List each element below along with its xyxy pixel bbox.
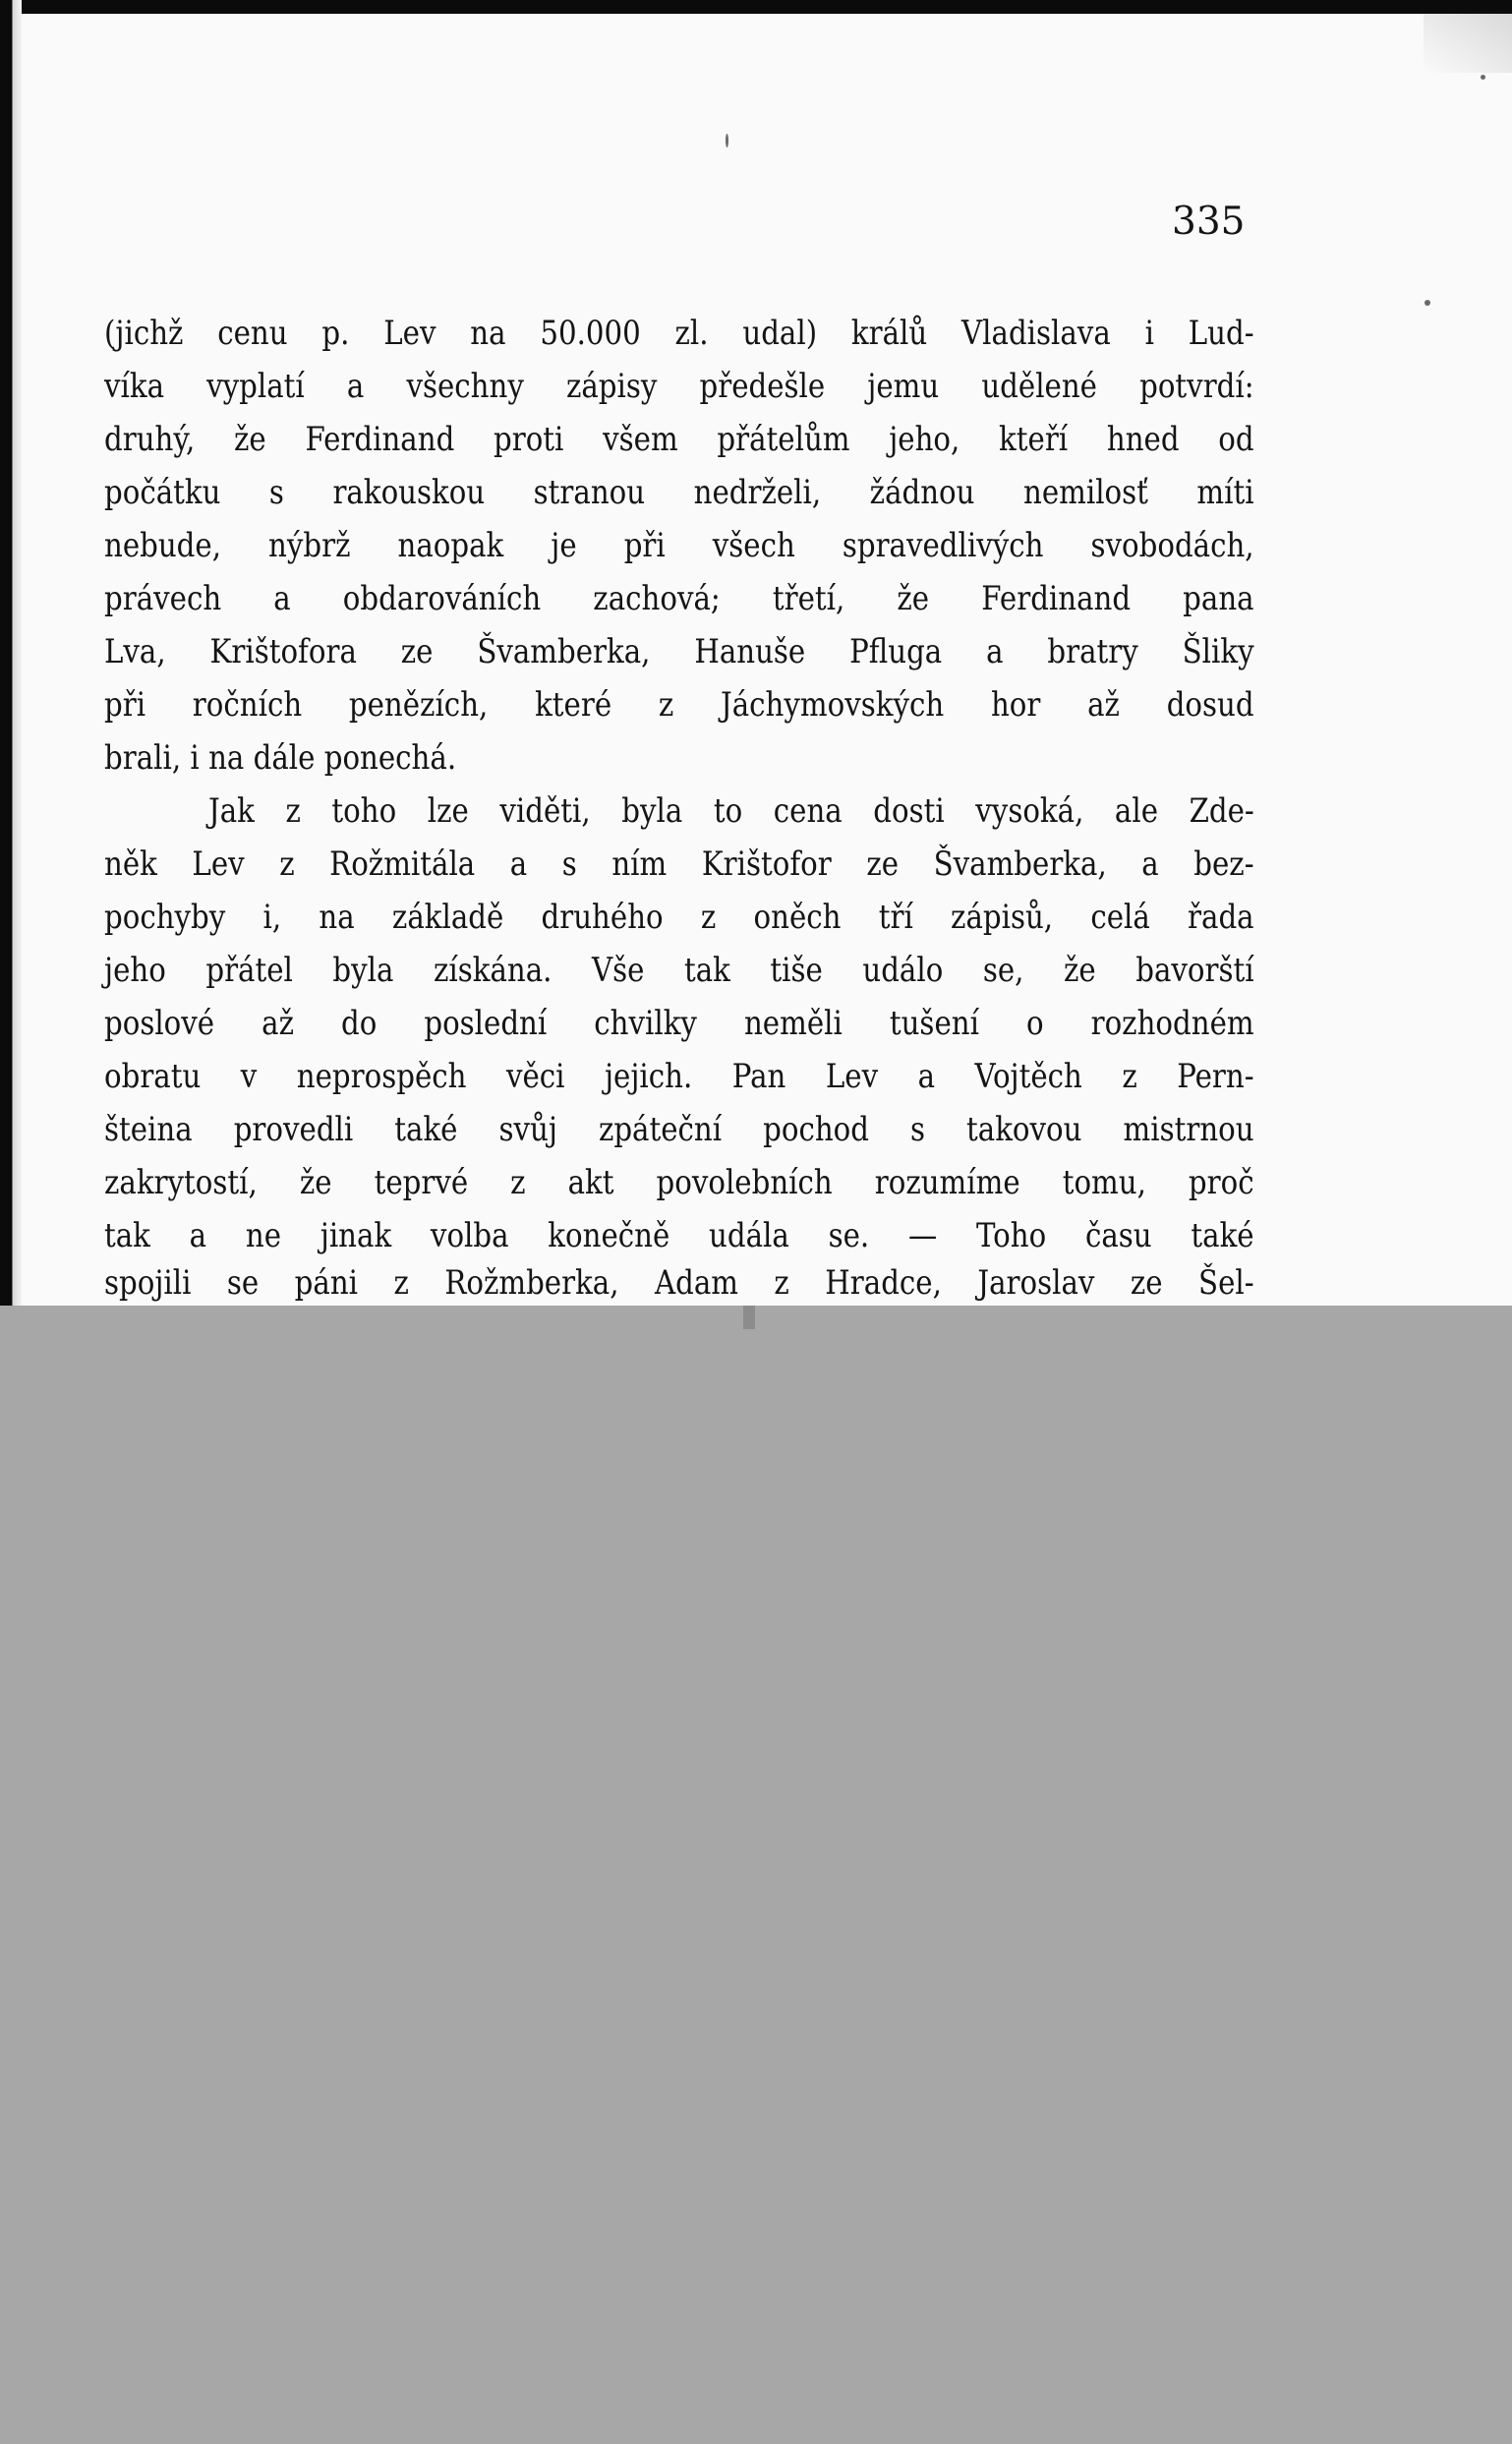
scan-left-edge [0,0,22,1306]
text-line-1: (jichž cenu p. Lev na 50.000 zl. udal) králů Vladislava i Lud- [104,314,1254,353]
text-line-13: jeho přátel byla získána. Vše tak tiše událo se, že bavorští [104,951,1254,990]
text-line-14: poslové až do poslední chvilky neměli tušení o rozhodném [104,1004,1254,1043]
text-line-9: brali, i na dále ponechá. [104,738,457,778]
text-line-12: pochyby i, na základě druhého z oněch tří zápisů, celá řada [104,898,1254,937]
scan-corner-shadow [1424,14,1512,73]
text-line-8: při ročních penězích, které z Jáchymovských hor až dosud [104,685,1254,725]
text-line-6: právech a obdarováních zachová; třetí, že Ferdinand pana [104,579,1254,618]
text-line-3: druhý, že Ferdinand proti všem přátelům jeho, kteří hned od [104,420,1254,459]
text-line-7: Lva, Krištofora ze Švamberka, Hanuše Pfluga a bratry Šliky [104,632,1254,671]
unscanned-area [0,1306,1512,2444]
text-line-19: spojili se páni z Rožmberka, Adam z Hradce, Jaroslav ze Šel- [104,1263,1254,1303]
text-line-2: víka vyplatí a všechny zápisy předešle jemu udělené potvrdí: [104,367,1254,406]
text-line-11: něk Lev z Rožmitála a s ním Krištofor ze Švamberka, a bez- [104,844,1254,884]
scan-top-edge [0,0,1512,14]
text-line-4: počátku s rakouskou stranou nedrželi, žádnou nemilosť míti [104,473,1254,512]
scan-tear-mark [743,1306,755,1329]
page-number: 335 [1172,200,1246,244]
scan-speck [1481,75,1485,80]
text-line-17: zakrytostí, že teprvé z akt povolebních rozumíme tomu, proč [104,1163,1254,1202]
text-line-5: nebude, nýbrž naopak je při všech spravedlivých svobodách, [104,526,1254,565]
text-line-10: Jak z toho lze viděti, byla to cena dosti vysoká, ale Zde- [208,791,1254,831]
scan-speck [726,134,728,147]
text-line-15: obratu v neprospěch věci jejich. Pan Lev a Vojtěch z Pern- [104,1057,1254,1096]
text-line-18: tak a ne jinak volba konečně udála se. — Toho času také [104,1216,1254,1255]
text-line-16: šteina provedli také svůj zpáteční pochod s takovou mistrnou [104,1110,1254,1149]
scan-speck [1425,300,1430,306]
